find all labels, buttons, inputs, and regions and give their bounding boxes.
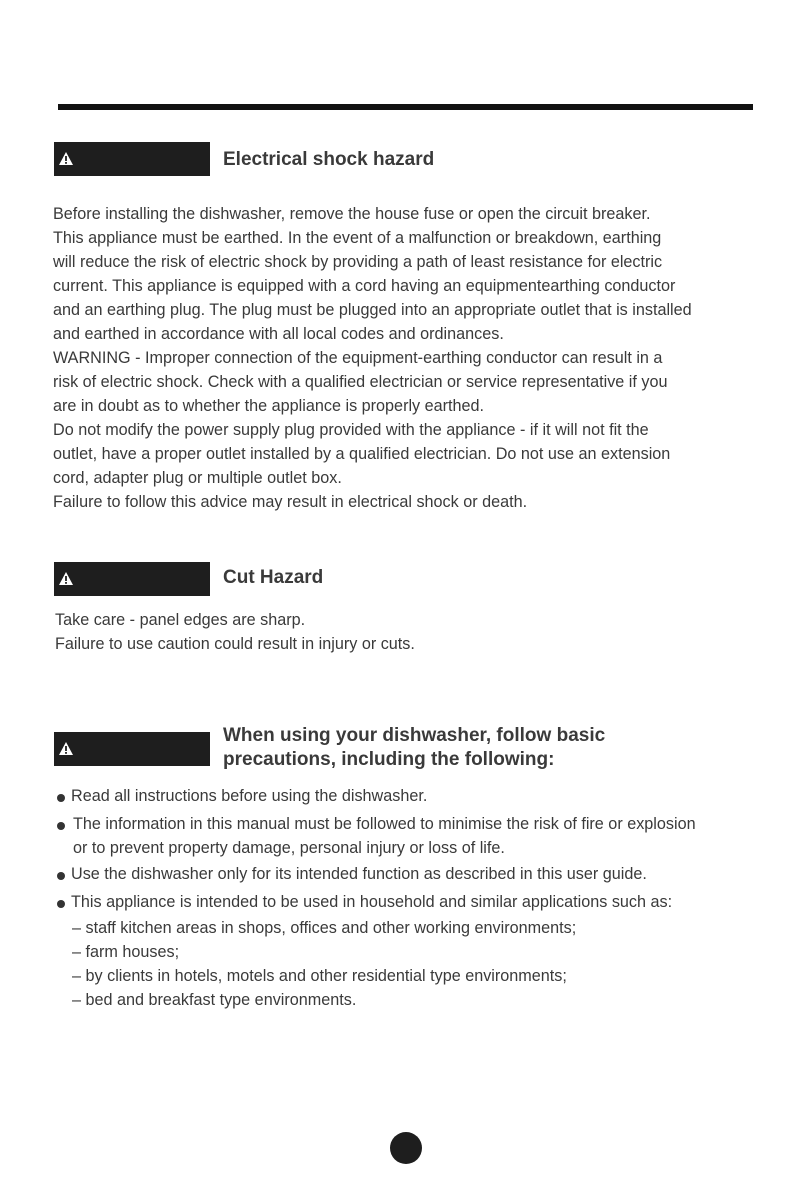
warning-triangle-icon bbox=[58, 571, 74, 586]
warning-triangle-icon bbox=[58, 741, 74, 756]
section-body-electrical bbox=[53, 202, 758, 514]
text-line: current. This appliance is equipped with a cord having an equipmentearthing conductor bbox=[53, 277, 676, 295]
sub-list-item: – bed and breakfast type environments. bbox=[72, 991, 357, 1009]
top-rule bbox=[58, 104, 753, 110]
text-line: will reduce the risk of electric shock by providing a path of least resistance for electric bbox=[53, 253, 663, 271]
text-line: Failure to follow this advice may result in electrical shock or death. bbox=[53, 493, 528, 511]
text-line: WARNING - Improper connection of the equipment-earthing conductor can result in a bbox=[53, 349, 663, 367]
text-line: Failure to use caution could result in injury or cuts. bbox=[55, 635, 415, 653]
sub-list-item: – staff kitchen areas in shops, offices and other working environments; bbox=[72, 919, 577, 937]
text-line: risk of electric shock. Check with a qualified electrician or service representative if you bbox=[53, 373, 668, 391]
bullet-dot-icon bbox=[57, 900, 65, 908]
section-body-cut bbox=[55, 608, 760, 656]
heading-line: When using your dishwasher, follow basic bbox=[223, 725, 606, 746]
section-heading-cut: Cut Hazard bbox=[223, 567, 324, 588]
text-line: Before installing the dishwasher, remove the house fuse or open the circuit breaker. bbox=[53, 205, 651, 223]
text-line: and earthed in accordance with all local codes and ordinances. bbox=[53, 325, 504, 343]
warning-bar bbox=[54, 732, 210, 766]
sub-list-item: – farm houses; bbox=[72, 943, 180, 961]
text-line: Do not modify the power supply plug provided with the appliance - if it will not fit the bbox=[53, 421, 649, 439]
bullet-dot-icon bbox=[57, 822, 65, 830]
sub-list-item: – by clients in hotels, motels and other residential type environments; bbox=[72, 967, 567, 985]
text-line: cord, adapter plug or multiple outlet box. bbox=[53, 469, 342, 487]
text-line: Take care - panel edges are sharp. bbox=[55, 611, 306, 629]
text-line: are in doubt as to whether the appliance is properly earthed. bbox=[53, 397, 485, 415]
warning-bar bbox=[54, 562, 210, 596]
text-line: and an earthing plug. The plug must be plugged into an appropriate outlet that is installed bbox=[53, 301, 692, 319]
warning-bar bbox=[54, 142, 210, 176]
section-heading-electrical: Electrical shock hazard bbox=[223, 149, 435, 170]
bullet-dot-icon bbox=[57, 872, 65, 880]
heading-line: precautions, including the following: bbox=[223, 749, 555, 770]
warning-triangle-icon bbox=[58, 151, 74, 166]
text-line: outlet, have a proper outlet installed by a qualified electrician. Do not use an extension bbox=[53, 445, 671, 463]
page-number-dot bbox=[390, 1132, 422, 1164]
text-line: This appliance must be earthed. In the event of a malfunction or breakdown, earthing bbox=[53, 229, 662, 247]
section-heading-precautions bbox=[223, 724, 605, 772]
bullet-dot-icon bbox=[57, 794, 65, 802]
